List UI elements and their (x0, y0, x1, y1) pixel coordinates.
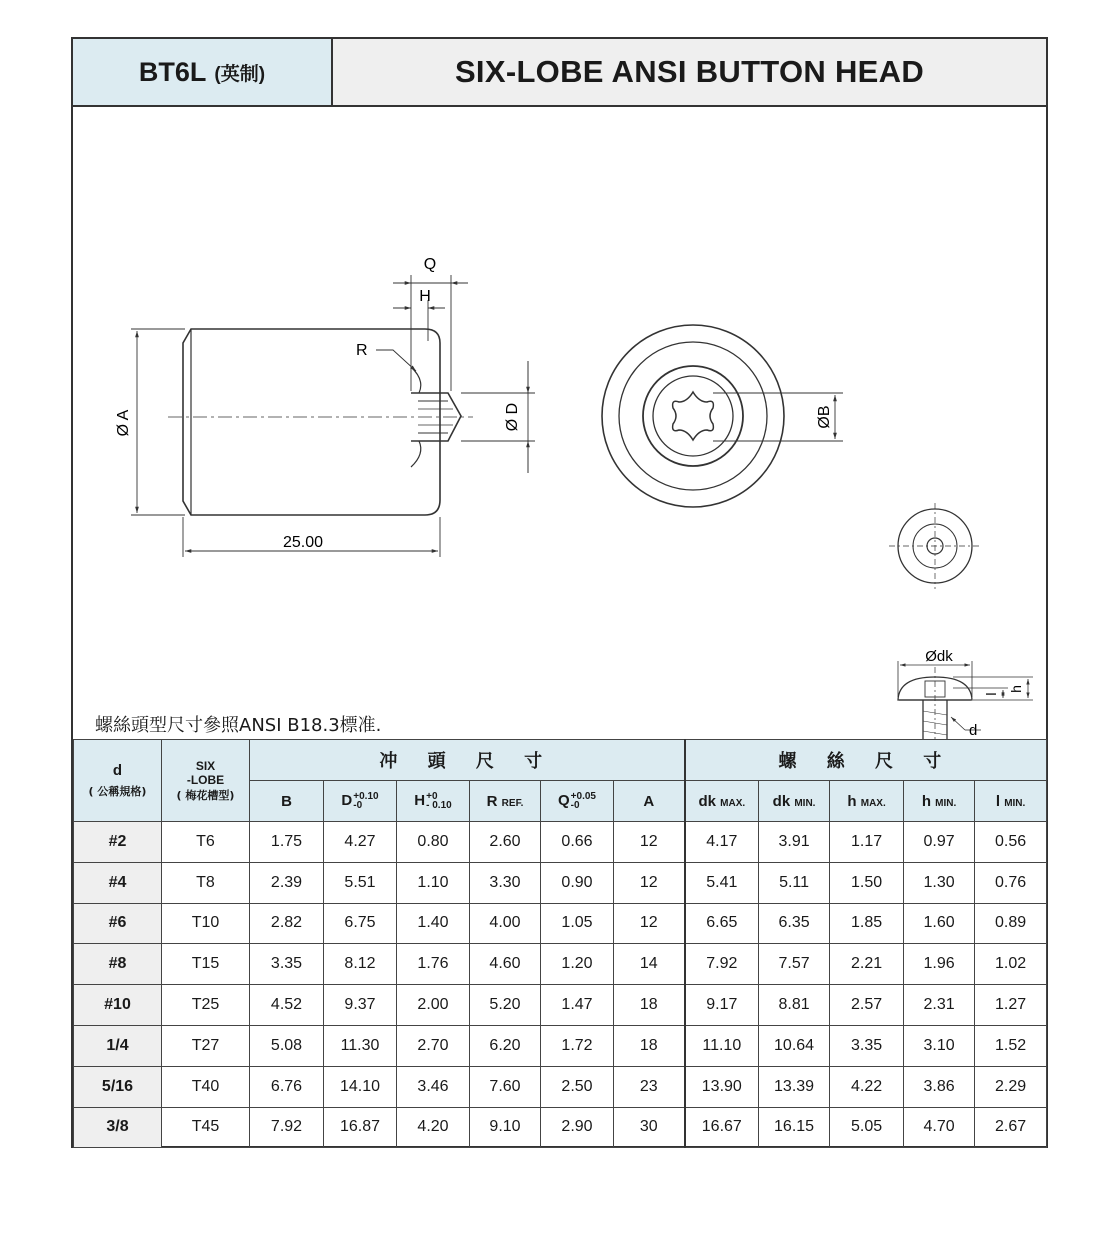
nominal-size-cell: #10 (74, 985, 162, 1026)
six-lobe-cell: T40 (162, 1066, 250, 1107)
label-dia-dk: Ødk (925, 648, 953, 665)
label-r: R (356, 342, 368, 359)
dimension-cell: 6.75 (324, 903, 397, 944)
dimension-cell: 6.20 (470, 1025, 541, 1066)
dimension-cell: 12 (614, 903, 685, 944)
dimension-cell: 1.20 (541, 944, 614, 985)
dimension-cell: 2.70 (397, 1025, 470, 1066)
dimension-cell: 2.82 (250, 903, 324, 944)
six-lobe-cell: T6 (162, 822, 250, 863)
dimension-cell: 6.35 (759, 903, 830, 944)
header-d: D+0.10 -0 (324, 781, 397, 822)
header-dk-max: dk MAX. (685, 781, 759, 822)
six-lobe-cell: T45 (162, 1107, 250, 1148)
label-d-small: d (969, 722, 978, 739)
header-q: Q+0.05 -0 (541, 781, 614, 822)
nominal-size-cell: 3/8 (74, 1107, 162, 1148)
dimension-cell: 6.65 (685, 903, 759, 944)
punch-end-view (602, 325, 784, 507)
dimension-cell: 30 (614, 1107, 685, 1148)
six-lobe-cell: T10 (162, 903, 250, 944)
dimension-cell: 16.67 (685, 1107, 759, 1148)
dimension-cell: 10.64 (759, 1025, 830, 1066)
product-code: BT6L (138, 56, 207, 87)
label-dia-d: Ø D (504, 402, 521, 432)
dimension-cell: 9.10 (470, 1107, 541, 1148)
header-h-min: h MIN. (904, 781, 975, 822)
dimension-cell: 7.92 (250, 1107, 324, 1148)
dimension-cell: 1.47 (541, 985, 614, 1026)
nominal-size-cell: #4 (74, 862, 162, 903)
label-h-small: h (1008, 685, 1024, 693)
dimension-cell: 0.76 (975, 862, 1047, 903)
dimension-cell: 1.50 (830, 862, 904, 903)
header-r: R REF. (470, 781, 541, 822)
dimension-cell: 4.52 (250, 985, 324, 1026)
dimension-cell: 4.60 (470, 944, 541, 985)
dimension-cell: 2.29 (975, 1066, 1047, 1107)
header-h-max: h MAX. (830, 781, 904, 822)
dimension-cell: 4.17 (685, 822, 759, 863)
dimension-cell: 1.85 (830, 903, 904, 944)
dimension-cell: 1.30 (904, 862, 975, 903)
dimension-cell: 1.75 (250, 822, 324, 863)
six-lobe-cell: T27 (162, 1025, 250, 1066)
header-six-lobe: SIX -LOBE ( 梅花槽型) (162, 740, 250, 822)
dimension-cell: 0.97 (904, 822, 975, 863)
label-length: 25.00 (282, 534, 324, 551)
header-b: B (250, 781, 324, 822)
dimension-cell: 6.76 (250, 1066, 324, 1107)
dimension-cell: 2.57 (830, 985, 904, 1026)
dimension-cell: 0.89 (975, 903, 1047, 944)
header-l-min: l MIN. (975, 781, 1047, 822)
dimension-cell: 16.15 (759, 1107, 830, 1148)
title-bar (73, 39, 1046, 107)
dimension-cell: 12 (614, 822, 685, 863)
dimension-cell: 23 (614, 1066, 685, 1107)
nominal-size-cell: #8 (74, 944, 162, 985)
dimension-cell: 12 (614, 862, 685, 903)
table-row (74, 1107, 1047, 1148)
dimension-cell: 2.60 (470, 822, 541, 863)
dimension-cell: 14.10 (324, 1066, 397, 1107)
nominal-size-cell: #2 (74, 822, 162, 863)
dimension-cell: 2.00 (397, 985, 470, 1026)
dimension-cell: 2.31 (904, 985, 975, 1026)
dimension-cell: 5.08 (250, 1025, 324, 1066)
dimension-cell: 5.05 (830, 1107, 904, 1148)
dimension-cell: 16.87 (324, 1107, 397, 1148)
standard-note: 螺絲頭型尺寸參照ANSI B18.3標准. (95, 715, 382, 736)
dimension-cell: 1.96 (904, 944, 975, 985)
label-dia-a: Ø A (115, 409, 132, 437)
dimension-cell: 1.72 (541, 1025, 614, 1066)
header-a: A (614, 781, 685, 822)
header-punch-dimensions: 冲 頭 尺 寸 (250, 740, 685, 781)
dimension-cell: 18 (614, 1025, 685, 1066)
dimension-cell: 3.30 (470, 862, 541, 903)
dimension-cell: 1.27 (975, 985, 1047, 1026)
label-l-small: l (983, 692, 999, 696)
dimension-cell: 5.20 (470, 985, 541, 1026)
dimension-cell: 7.92 (685, 944, 759, 985)
dimension-cell: 0.80 (397, 822, 470, 863)
label-dia-b: ØB (816, 405, 833, 429)
dimension-cell: 13.39 (759, 1066, 830, 1107)
dimension-cell: 5.51 (324, 862, 397, 903)
header-h: H+0 - 0.10 (397, 781, 470, 822)
dimension-cell: 7.57 (759, 944, 830, 985)
dimension-cell: 14 (614, 944, 685, 985)
table-row (74, 1066, 1047, 1107)
dimension-cell: 11.10 (685, 1025, 759, 1066)
dimension-cell: 1.52 (975, 1025, 1047, 1066)
dimension-cell: 1.02 (975, 944, 1047, 985)
six-lobe-cell: T25 (162, 985, 250, 1026)
dimension-cell: 3.35 (250, 944, 324, 985)
dimension-cell: 3.46 (397, 1066, 470, 1107)
header-dk-min: dk MIN. (759, 781, 830, 822)
dimension-cell: 2.90 (541, 1107, 614, 1148)
dimension-cell: 0.66 (541, 822, 614, 863)
product-title: SIX-LOBE ANSI BUTTON HEAD (333, 39, 1046, 105)
dimension-cell: 7.60 (470, 1066, 541, 1107)
table-row (74, 944, 1047, 985)
table-row (74, 862, 1047, 903)
label-q: Q (423, 256, 437, 273)
dimension-cell: 0.56 (975, 822, 1047, 863)
dimension-cell: 11.30 (324, 1025, 397, 1066)
dimension-cell: 3.35 (830, 1025, 904, 1066)
dimension-cell: 0.90 (541, 862, 614, 903)
table-row (74, 1025, 1047, 1066)
dimension-cell: 2.39 (250, 862, 324, 903)
nominal-size-cell: 1/4 (74, 1025, 162, 1066)
dimension-cell: 2.21 (830, 944, 904, 985)
dimension-cell: 5.41 (685, 862, 759, 903)
product-code-cell (73, 39, 333, 105)
six-lobe-cell: T8 (162, 862, 250, 903)
dimension-cell: 8.12 (324, 944, 397, 985)
table-row (74, 985, 1047, 1026)
dimension-cell: 2.67 (975, 1107, 1047, 1148)
dimension-cell: 4.22 (830, 1066, 904, 1107)
nominal-size-cell: #6 (74, 903, 162, 944)
dimension-cell: 2.50 (541, 1066, 614, 1107)
unit-system: (英制) (214, 63, 266, 85)
dimension-cell: 1.10 (397, 862, 470, 903)
table-row (74, 822, 1047, 863)
spec-sheet-frame (71, 37, 1048, 1148)
dimension-cell: 4.20 (397, 1107, 470, 1148)
dimension-cell: 3.10 (904, 1025, 975, 1066)
six-lobe-cell: T15 (162, 944, 250, 985)
dimension-cell: 1.17 (830, 822, 904, 863)
dimension-cell: 18 (614, 985, 685, 1026)
dimension-cell: 13.90 (685, 1066, 759, 1107)
dimension-cell: 9.37 (324, 985, 397, 1026)
dimension-cell: 5.11 (759, 862, 830, 903)
dimension-cell: 9.17 (685, 985, 759, 1026)
nominal-size-cell: 5/16 (74, 1066, 162, 1107)
header-nominal-size: d ( 公稱規格) (74, 740, 162, 822)
dimension-cell: 4.70 (904, 1107, 975, 1148)
dimension-cell: 1.60 (904, 903, 975, 944)
dimension-cell: 4.27 (324, 822, 397, 863)
six-lobe-recess (673, 392, 714, 440)
header-screw-dimensions: 螺 絲 尺 寸 (685, 740, 1047, 781)
dimension-table (73, 739, 1047, 1148)
label-h: H (419, 288, 431, 305)
screw-top-view (889, 503, 981, 589)
dimension-cell: 1.05 (541, 903, 614, 944)
dimension-cell: 3.91 (759, 822, 830, 863)
punch-side-outline (183, 329, 440, 515)
dimension-cell: 3.86 (904, 1066, 975, 1107)
dimension-cell: 4.00 (470, 903, 541, 944)
table-row (74, 903, 1047, 944)
dimension-cell: 8.81 (759, 985, 830, 1026)
dimension-cell: 1.40 (397, 903, 470, 944)
dimension-cell: 1.76 (397, 944, 470, 985)
